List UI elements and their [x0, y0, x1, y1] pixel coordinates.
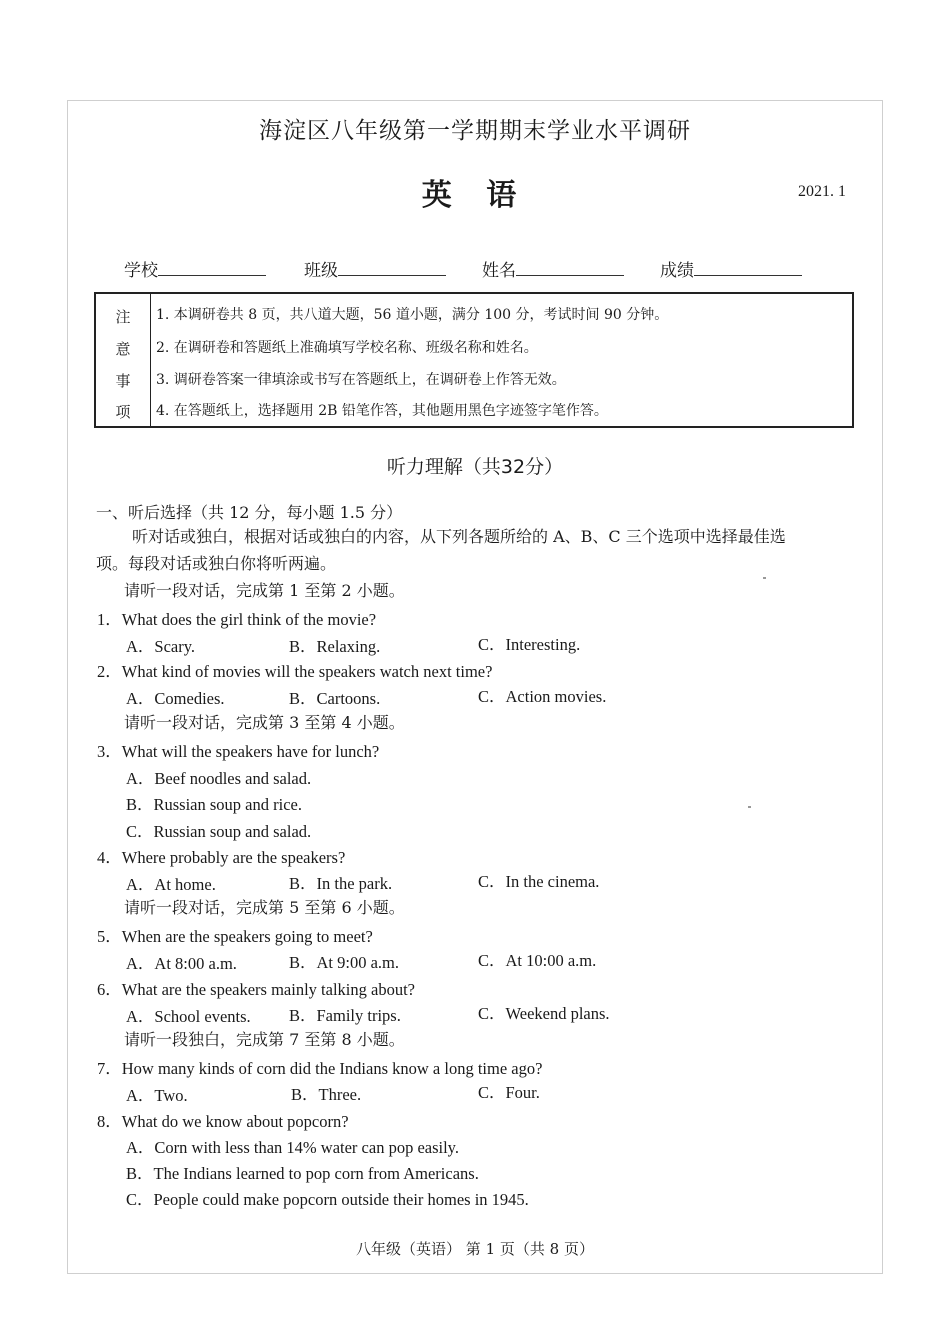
option-a: A．Two.: [126, 1086, 188, 1105]
page-footer: 八年级（英语） 第 1 页（共 8 页）: [356, 1240, 594, 1258]
option-b: B．Russian soup and rice.: [126, 795, 302, 814]
notice-label: 项: [115, 403, 131, 421]
score-blank[interactable]: [694, 261, 802, 276]
score-field: [660, 256, 802, 281]
notice-label: 意: [115, 340, 131, 358]
option-a: A．Scary.: [126, 637, 196, 656]
option-c: C．At 10:00 a.m.: [478, 951, 597, 970]
listening-prompt: 请听一段独白，完成第 7 至第 8 小题。: [124, 1030, 405, 1049]
score-label: 成绩: [660, 261, 694, 281]
option-b: B．Family trips.: [289, 1006, 401, 1025]
option-c: C．In the cinema.: [478, 872, 600, 891]
option-b: B．The Indians learned to pop corn from Americans.: [126, 1164, 479, 1183]
option-c: C．Action movies.: [478, 687, 607, 706]
option-b: B．In the park.: [289, 874, 393, 893]
question-text: 4．Where probably are the speakers?: [97, 848, 346, 867]
option-a: A．Beef noodles and salad.: [126, 769, 312, 788]
notice-item: 4. 在答题纸上，选择题用 2B 铅笔作答，其他题用黑色字迹签字笔作答。: [156, 403, 608, 419]
name-blank[interactable]: [516, 261, 624, 276]
school-blank[interactable]: [158, 261, 266, 276]
section-title: 听力理解（共32分）: [386, 456, 564, 478]
option-a: A．At 8:00 a.m.: [126, 954, 237, 973]
option-c: C．Four.: [478, 1083, 540, 1102]
name-field: [482, 256, 624, 281]
option-b: B．At 9:00 a.m.: [289, 953, 399, 972]
instruction-line-2: 项。每段对话或独白你将听两遍。: [96, 554, 337, 573]
subject-title: 英 语: [421, 178, 529, 213]
notice-box: [94, 292, 854, 428]
class-field: [304, 256, 446, 281]
option-a: A．Comedies.: [126, 689, 225, 708]
question-text: 2．What kind of movies will the speakers watch next time?: [97, 662, 493, 681]
scan-speck: [763, 577, 766, 579]
name-label: 姓名: [482, 261, 516, 281]
scan-speck: [748, 806, 751, 808]
notice-label: 注: [115, 308, 131, 326]
option-c: C．People could make popcorn outside their homes in 1945.: [126, 1190, 529, 1209]
exam-date: 2021. 1: [798, 183, 846, 200]
option-a: A．School events.: [126, 1007, 251, 1026]
class-blank[interactable]: [338, 261, 446, 276]
school-field: [124, 256, 266, 281]
option-c: C．Interesting.: [478, 635, 581, 654]
question-text: 5．When are the speakers going to meet?: [97, 927, 373, 946]
question-text: 7．How many kinds of corn did the Indians know a long time ago?: [97, 1059, 543, 1078]
notice-label: 事: [115, 372, 131, 390]
notice-item: 2. 在调研卷和答题纸上准确填写学校名称、班级名称和姓名。: [156, 340, 538, 356]
notice-item: 3. 调研卷答案一律填涂或书写在答题纸上，在调研卷上作答无效。: [156, 372, 566, 388]
option-b: B．Three.: [291, 1085, 362, 1104]
class-label: 班级: [304, 261, 338, 281]
part-title: 一、听后选择（共 12 分，每小题 1.5 分）: [96, 503, 403, 522]
listening-prompt: 请听一段对话，完成第 5 至第 6 小题。: [124, 898, 405, 917]
exam-title: 海淀区八年级第一学期期末学业水平调研: [259, 118, 691, 144]
option-b: B．Relaxing.: [289, 637, 381, 656]
question-text: 3．What will the speakers have for lunch?: [97, 742, 380, 761]
listening-prompt: 请听一段对话，完成第 1 至第 2 小题。: [124, 581, 405, 600]
question-text: 1．What does the girl think of the movie?: [97, 610, 377, 629]
option-b: B．Cartoons.: [289, 689, 381, 708]
option-a: A．At home.: [126, 875, 216, 894]
notice-item: 1. 本调研卷共 8 页，共八道大题，56 道小题，满分 100 分，考试时间 90 分钟。: [156, 307, 669, 323]
school-label: 学校: [124, 261, 158, 281]
option-c: C．Weekend plans.: [478, 1004, 610, 1023]
question-text: 6．What are the speakers mainly talking about?: [97, 980, 415, 999]
listening-prompt: 请听一段对话，完成第 3 至第 4 小题。: [124, 713, 405, 732]
option-a: A．Corn with less than 14% water can pop easily.: [126, 1138, 459, 1157]
option-c: C．Russian soup and salad.: [126, 822, 312, 841]
instruction-line-1: 听对话或独白，根据对话或独白的内容，从下列各题所给的 A、B、C 三个选项中选择最佳选: [132, 527, 786, 546]
question-text: 8．What do we know about popcorn?: [97, 1112, 349, 1131]
